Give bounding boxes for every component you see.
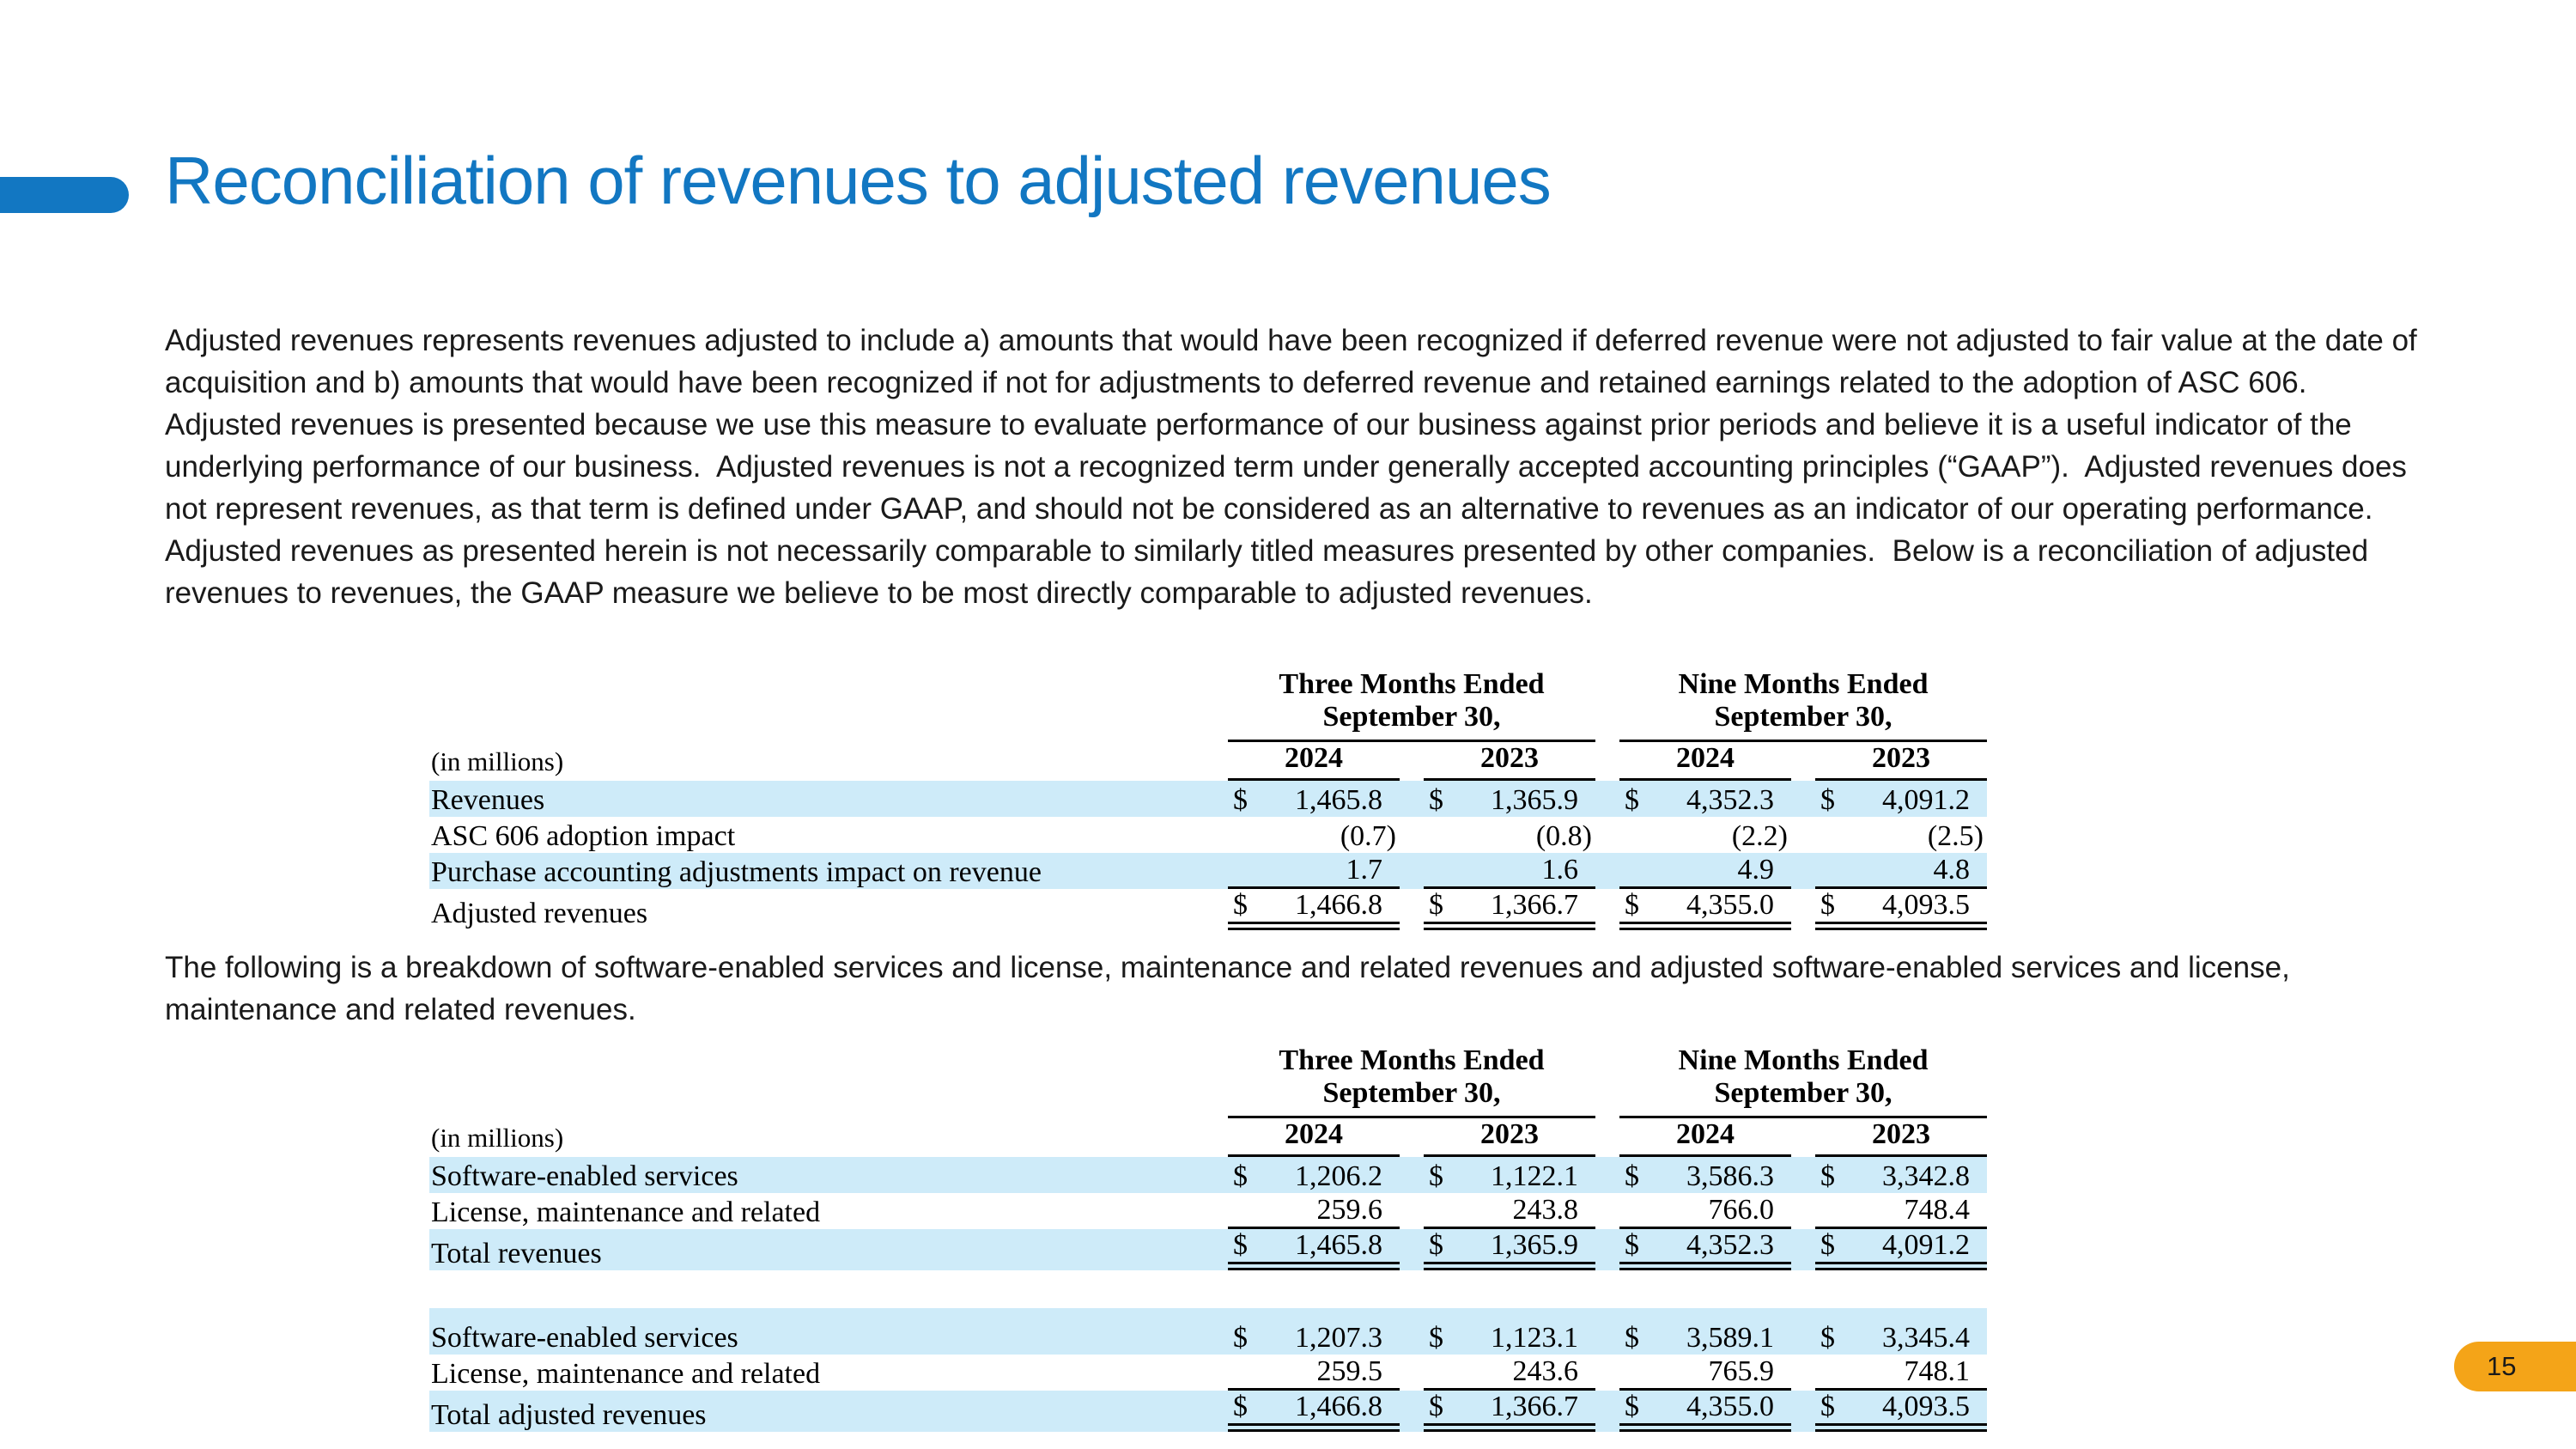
period-line2: September 30, bbox=[1714, 701, 1893, 733]
reconciliation-table bbox=[429, 668, 1987, 930]
cell-value: 4,355.0 bbox=[1657, 1391, 1791, 1432]
period-line1: Nine Months Ended bbox=[1678, 1044, 1929, 1076]
currency-cell bbox=[1228, 817, 1266, 853]
period-line1: Nine Months Ended bbox=[1678, 668, 1929, 700]
row-label: Total adjusted revenues bbox=[429, 1391, 1228, 1432]
three-months-header bbox=[1228, 1044, 1595, 1118]
currency-cell bbox=[1424, 817, 1461, 853]
cell-value: 243.8 bbox=[1461, 1193, 1595, 1229]
cell-value: 4.8 bbox=[1853, 853, 1987, 889]
currency-cell bbox=[1424, 853, 1461, 889]
currency-cell: $ bbox=[1424, 1318, 1461, 1355]
cell-value: 1,366.7 bbox=[1461, 1391, 1595, 1432]
currency-cell: $ bbox=[1424, 1157, 1461, 1193]
currency-cell bbox=[1619, 853, 1657, 889]
currency-cell bbox=[1228, 1355, 1266, 1391]
cell-value: 1.7 bbox=[1266, 853, 1400, 889]
currency-cell bbox=[1815, 1355, 1853, 1391]
cell-value: 3,342.8 bbox=[1853, 1157, 1987, 1193]
table-row-adjusted-revenues bbox=[429, 889, 1987, 930]
currency-cell bbox=[1228, 853, 1266, 889]
gap-cell bbox=[1595, 889, 1619, 930]
period-line1: Three Months Ended bbox=[1279, 1044, 1545, 1076]
table-row-total-revenues bbox=[429, 1229, 1987, 1270]
nine-months-header bbox=[1619, 1044, 1987, 1118]
gap-cell bbox=[1400, 1157, 1424, 1193]
gap-cell bbox=[1400, 1318, 1424, 1355]
period-header-row bbox=[429, 1044, 1987, 1118]
row-label: Revenues bbox=[429, 781, 1228, 817]
breakdown-paragraph: The following is a breakdown of software-enabled services and license, maintenance and related revenues and adjusted software-enabled services and license, maintenance and related revenues. bbox=[165, 951, 2299, 1026]
cell-value: 243.6 bbox=[1461, 1355, 1595, 1391]
currency-cell: $ bbox=[1228, 1391, 1266, 1432]
currency-cell: $ bbox=[1619, 781, 1657, 817]
gap-cell bbox=[1595, 1118, 1619, 1157]
currency-cell: $ bbox=[1424, 1229, 1461, 1270]
cell-value: 4,355.0 bbox=[1657, 889, 1791, 930]
gap-cell bbox=[1595, 1157, 1619, 1193]
currency-cell bbox=[1619, 1193, 1657, 1229]
gap-cell bbox=[1400, 1229, 1424, 1270]
cell-value: (0.7) bbox=[1340, 820, 1396, 852]
gap-cell bbox=[1400, 742, 1424, 781]
gap-cell bbox=[1595, 742, 1619, 781]
cell-value: 1,365.9 bbox=[1461, 781, 1595, 817]
cell-value: 1,365.9 bbox=[1461, 1229, 1595, 1270]
currency-cell: $ bbox=[1619, 1229, 1657, 1270]
row-label: Adjusted revenues bbox=[431, 898, 648, 929]
gap-cell bbox=[1595, 1193, 1619, 1229]
spacer-cell bbox=[429, 1270, 1987, 1308]
gap-cell bbox=[1595, 1044, 1619, 1118]
cell-value: 1,465.8 bbox=[1266, 781, 1400, 817]
cell-value: 1,207.3 bbox=[1266, 1318, 1400, 1355]
gap-cell bbox=[1791, 1391, 1815, 1432]
cell-value: (2.5) bbox=[1927, 820, 1984, 852]
highlight-spacer-row bbox=[429, 1308, 1987, 1318]
cell-value: 1,366.7 bbox=[1461, 889, 1595, 930]
cell-value: 259.6 bbox=[1266, 1193, 1400, 1229]
gap-cell bbox=[1595, 1229, 1619, 1270]
spacer-row bbox=[429, 1270, 1987, 1308]
three-months-header bbox=[1228, 668, 1595, 742]
cell-value: 1,123.1 bbox=[1461, 1318, 1595, 1355]
cell-value: 3,345.4 bbox=[1853, 1318, 1987, 1355]
gap-cell bbox=[1595, 1355, 1619, 1391]
gap-cell bbox=[1400, 1355, 1424, 1391]
gap-cell bbox=[1595, 1318, 1619, 1355]
cell-value: 1,466.8 bbox=[1266, 1391, 1400, 1432]
year-header: 2024 bbox=[1228, 1118, 1400, 1157]
page-number: 15 bbox=[2487, 1351, 2517, 1381]
gap-cell bbox=[1791, 742, 1815, 781]
gap-cell bbox=[1791, 889, 1815, 930]
gap-cell bbox=[1400, 1118, 1424, 1157]
currency-cell: $ bbox=[1815, 1318, 1853, 1355]
table-row-asc606 bbox=[429, 817, 1987, 853]
breakdown-table bbox=[429, 1044, 1987, 1432]
row-label: License, maintenance and related bbox=[431, 1196, 821, 1228]
gap-cell bbox=[1400, 853, 1424, 889]
period-line1: Three Months Ended bbox=[1279, 668, 1545, 700]
currency-cell: $ bbox=[1424, 1391, 1461, 1432]
currency-cell: $ bbox=[1619, 1318, 1657, 1355]
currency-cell: $ bbox=[1228, 1229, 1266, 1270]
table-row-total-adjusted-revenues bbox=[429, 1391, 1987, 1432]
title-accent-bar bbox=[0, 177, 129, 213]
gap-cell bbox=[1791, 781, 1815, 817]
gap-cell bbox=[1791, 1318, 1815, 1355]
year-header: 2024 bbox=[1619, 742, 1791, 781]
cell-value: 4.9 bbox=[1657, 853, 1791, 889]
currency-cell bbox=[1424, 1193, 1461, 1229]
currency-cell bbox=[1619, 1355, 1657, 1391]
page-title: Reconciliation of revenues to adjusted revenues bbox=[165, 143, 1551, 218]
year-header-row bbox=[429, 742, 1987, 781]
gap-cell bbox=[1791, 1193, 1815, 1229]
currency-cell: $ bbox=[1815, 781, 1853, 817]
gap-cell bbox=[1595, 668, 1619, 742]
cell-value: (0.8) bbox=[1535, 820, 1592, 852]
gap-cell bbox=[1791, 1229, 1815, 1270]
gap-cell bbox=[1791, 1157, 1815, 1193]
gap-cell bbox=[1791, 853, 1815, 889]
currency-cell: $ bbox=[1815, 1391, 1853, 1432]
gap-cell bbox=[1791, 817, 1815, 853]
currency-cell: $ bbox=[1619, 889, 1657, 930]
gap-cell bbox=[1595, 853, 1619, 889]
year-header: 2024 bbox=[1619, 1118, 1791, 1157]
period-line2: September 30, bbox=[1714, 1077, 1893, 1109]
cell-value: (2.2) bbox=[1731, 820, 1788, 852]
cell-value: 3,586.3 bbox=[1657, 1157, 1791, 1193]
intro-paragraph: Adjusted revenues represents revenues adjusted to include a) amounts that would have been recognized if deferred revenue were not adjusted to fair value at the date of acquisition and b) amounts that would have been recognized if not for adjustments to deferred revenue and retained earnings related to the adoption of ASC 606. Adjusted revenues is presented because we use this measure to evaluate performance of our business against prior periods and believe it is a useful indicator of the underlying performance of our business. Adjusted revenues is not a recognized term under generally accepted accounting principles (“GAAP”). Adjusted revenues does not represent revenues, as that term is defined under GAAP, and should not be considered as an alternative to revenues as an indicator of our operating performance. Adjusted revenues as presented herein is not necessarily comparable to similarly titled measures presented by other companies. Below is a reconciliation of adjusted revenues to revenues, the GAAP measure we believe to be most directly comparable to adjusted revenues. bbox=[165, 324, 2426, 610]
table-row-revenues bbox=[429, 781, 1987, 817]
year-header: 2023 bbox=[1424, 1118, 1595, 1157]
currency-cell: $ bbox=[1815, 1157, 1853, 1193]
table-row-software-enabled-services bbox=[429, 1157, 1987, 1193]
gap-cell bbox=[1791, 1118, 1815, 1157]
currency-cell bbox=[1815, 853, 1853, 889]
currency-cell bbox=[1815, 817, 1853, 853]
cell-value: 748.1 bbox=[1853, 1355, 1987, 1391]
cell-value: 4,352.3 bbox=[1657, 781, 1791, 817]
units-label: (in millions) bbox=[431, 1123, 564, 1153]
currency-cell bbox=[1619, 817, 1657, 853]
year-header: 2023 bbox=[1815, 742, 1987, 781]
gap-cell bbox=[1400, 1391, 1424, 1432]
year-header: 2024 bbox=[1228, 742, 1400, 781]
cell-value: 1.6 bbox=[1461, 853, 1595, 889]
cell-value: 4,091.2 bbox=[1853, 1229, 1987, 1270]
spacer-cell bbox=[429, 1308, 1987, 1318]
year-header-row bbox=[429, 1118, 1987, 1157]
period-line2: September 30, bbox=[1322, 1077, 1501, 1109]
cell-value: 4,091.2 bbox=[1853, 781, 1987, 817]
currency-cell: $ bbox=[1815, 889, 1853, 930]
cell-value: 1,466.8 bbox=[1266, 889, 1400, 930]
cell-value: 766.0 bbox=[1657, 1193, 1791, 1229]
gap-cell bbox=[1791, 1355, 1815, 1391]
row-label: License, maintenance and related bbox=[431, 1358, 821, 1390]
row-label: Total revenues bbox=[429, 1229, 1228, 1270]
gap-cell bbox=[1595, 1391, 1619, 1432]
table-row-license-maintenance bbox=[429, 1193, 1987, 1229]
row-label: Purchase accounting adjustments impact on revenue bbox=[429, 853, 1228, 889]
row-label: Software-enabled services bbox=[429, 1318, 1228, 1355]
row-label: ASC 606 adoption impact bbox=[431, 820, 736, 852]
cell-value: 748.4 bbox=[1853, 1193, 1987, 1229]
cell-value: 4,352.3 bbox=[1657, 1229, 1791, 1270]
table-row-purchase-accounting bbox=[429, 853, 1987, 889]
currency-cell: $ bbox=[1619, 1391, 1657, 1432]
units-label: (in millions) bbox=[431, 746, 564, 776]
currency-cell bbox=[1424, 1355, 1461, 1391]
gap-cell bbox=[1400, 781, 1424, 817]
gap-cell bbox=[1595, 781, 1619, 817]
currency-cell: $ bbox=[1228, 1318, 1266, 1355]
currency-cell: $ bbox=[1815, 1229, 1853, 1270]
currency-cell: $ bbox=[1228, 889, 1266, 930]
year-header: 2023 bbox=[1424, 742, 1595, 781]
empty-cell bbox=[429, 1044, 1228, 1118]
currency-cell: $ bbox=[1424, 889, 1461, 930]
row-label: Software-enabled services bbox=[429, 1157, 1228, 1193]
cell-value: 3,589.1 bbox=[1657, 1318, 1791, 1355]
cell-value: 4,093.5 bbox=[1853, 889, 1987, 930]
currency-cell bbox=[1228, 1193, 1266, 1229]
currency-cell: $ bbox=[1228, 1157, 1266, 1193]
gap-cell bbox=[1400, 1193, 1424, 1229]
page-number-badge bbox=[2454, 1342, 2576, 1391]
gap-cell bbox=[1400, 817, 1424, 853]
currency-cell: $ bbox=[1424, 781, 1461, 817]
cell-value: 1,122.1 bbox=[1461, 1157, 1595, 1193]
period-line2: September 30, bbox=[1322, 701, 1501, 733]
period-header-row bbox=[429, 668, 1987, 742]
cell-value: 1,206.2 bbox=[1266, 1157, 1400, 1193]
gap-cell bbox=[1595, 817, 1619, 853]
year-header: 2023 bbox=[1815, 1118, 1987, 1157]
empty-cell bbox=[429, 668, 1228, 742]
currency-cell bbox=[1815, 1193, 1853, 1229]
table-row-adjusted-software-enabled-services bbox=[429, 1318, 1987, 1355]
gap-cell bbox=[1400, 889, 1424, 930]
nine-months-header bbox=[1619, 668, 1987, 742]
currency-cell: $ bbox=[1619, 1157, 1657, 1193]
currency-cell: $ bbox=[1228, 781, 1266, 817]
cell-value: 4,093.5 bbox=[1853, 1391, 1987, 1432]
cell-value: 765.9 bbox=[1657, 1355, 1791, 1391]
table-row-adjusted-license-maintenance bbox=[429, 1355, 1987, 1391]
cell-value: 259.5 bbox=[1266, 1355, 1400, 1391]
cell-value: 1,465.8 bbox=[1266, 1229, 1400, 1270]
